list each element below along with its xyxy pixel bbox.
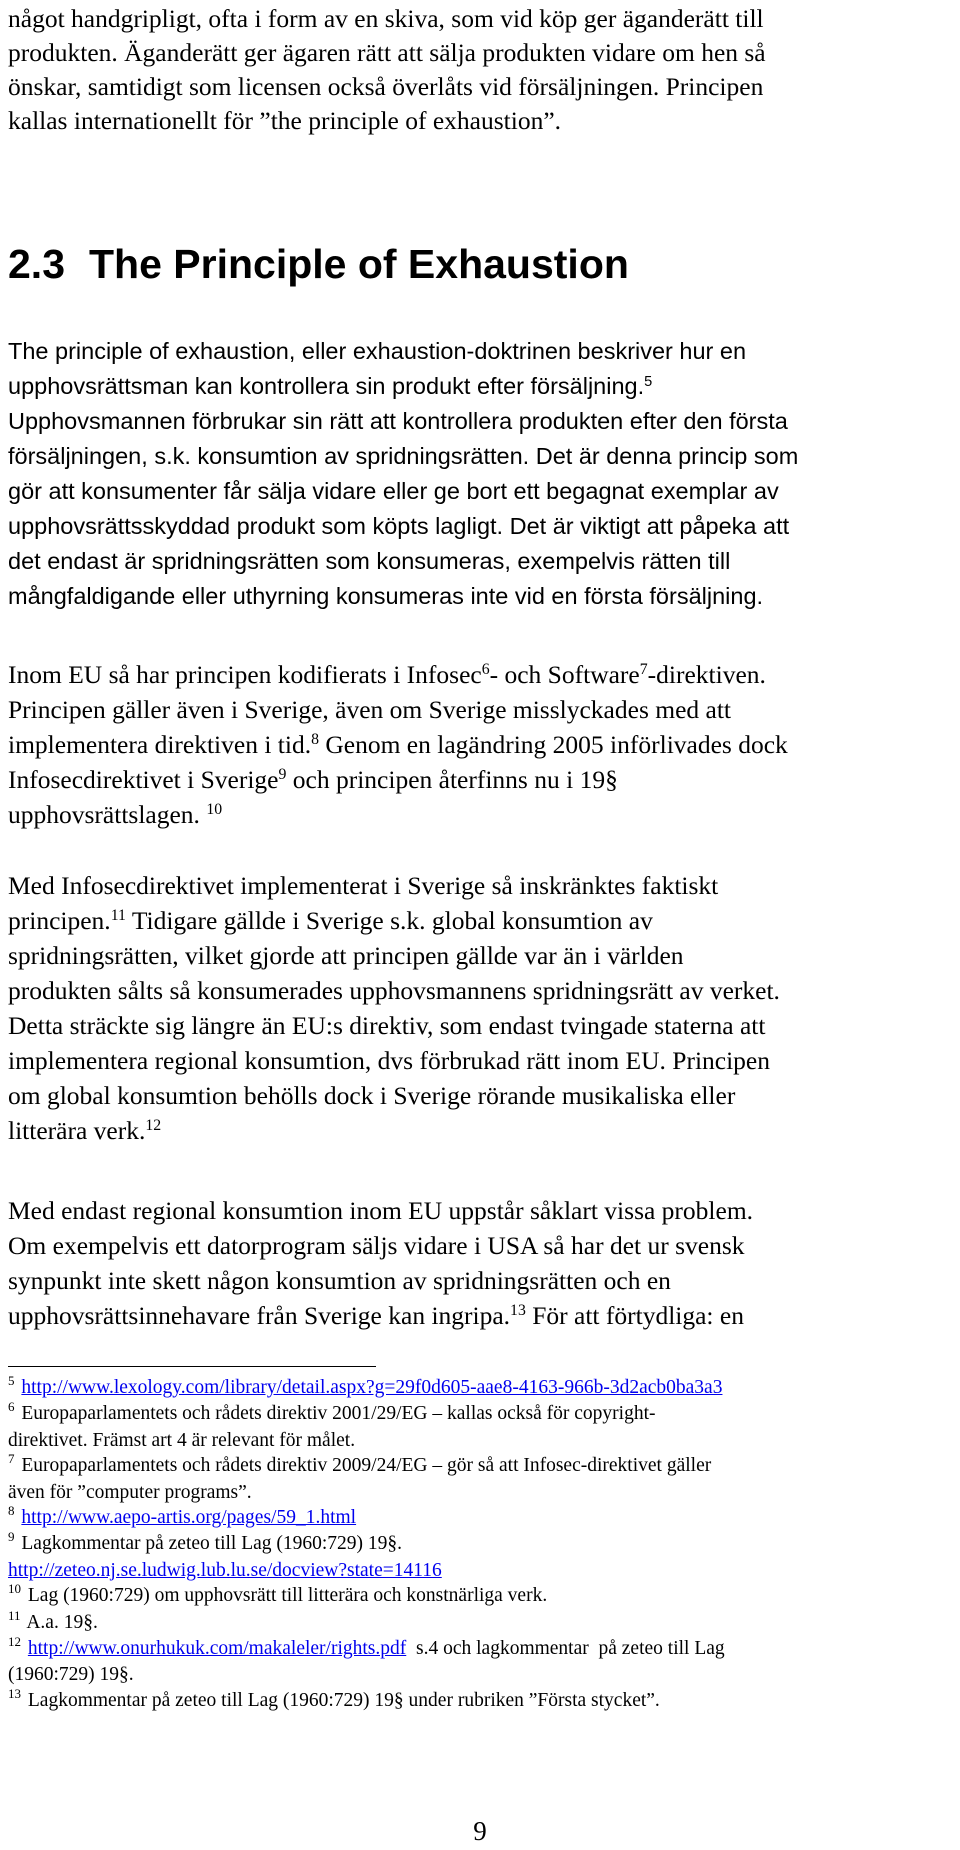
footnote-7-continued: även för ”computer programs”. [8, 1481, 252, 1503]
paragraph-infosec-implementation [8, 868, 953, 1148]
footnote-link[interactable]: http://zeteo.nj.se.ludwig.lub.lu.se/docview?state=14116 [8, 1559, 442, 1581]
footnote-5 [8, 1375, 958, 1401]
footnote-link[interactable]: http://www.onurhukuk.com/makaleler/rights.pdf [27, 1638, 407, 1660]
paragraph-eu-codification [8, 657, 953, 832]
line-text: gör att konsumenter får sälja vidare eller ge bort ett begagnat exemplar av [8, 478, 779, 504]
footnote-text: A.a. 19§. [26, 1611, 98, 1633]
footnotes [8, 1375, 958, 1714]
text-line [8, 474, 953, 509]
footnote-11 [8, 1607, 958, 1636]
paragraph-exhaustion-definition [8, 334, 953, 614]
text-line: spridningsrätten, vilket gjorde att principen gällde var än i världen [8, 941, 684, 970]
line-text: mångfaldigande eller uthyrning konsumeras inte vid en första försäljning. [8, 583, 764, 609]
footnote-mark: 10 [8, 1581, 21, 1597]
line-text: försäljningen, s.k. konsumtion av spridningsrätten. Det är denna princip som [8, 443, 799, 469]
footnote-ref[interactable]: 8 [311, 731, 319, 749]
page-number: 9 [473, 1816, 487, 1846]
footnote-7 [8, 1453, 958, 1479]
text-line [8, 1113, 953, 1148]
text-line [8, 657, 953, 692]
footnote-9-continued [8, 1558, 958, 1583]
line-text: Tidigare gällde i Sverige s.k. global konsumtion av [125, 906, 653, 935]
text-line [8, 762, 953, 797]
footnote-12 [8, 1636, 958, 1662]
footnote-10 [8, 1583, 958, 1609]
footnote-mark: 12 [8, 1634, 21, 1650]
text-line: produkten. Äganderätt ger ägaren rätt att sälja produkten vidare om hen så [8, 38, 766, 67]
line-text: implementera direktiven i tid. [8, 730, 312, 759]
footnote-text: Europaparlamentets och rådets direktiv 2001/29/EG – kallas också för copyright- [21, 1403, 656, 1425]
footnote-ref[interactable]: 9 [278, 766, 287, 784]
footnote-6 [8, 1401, 958, 1427]
text-line [8, 797, 953, 832]
text-line [8, 544, 953, 579]
paragraph-regional-exhaustion [8, 1193, 953, 1333]
footnote-ref[interactable]: 13 [510, 1302, 526, 1320]
section-number: 2.3 [8, 241, 65, 287]
section-heading [8, 238, 629, 290]
text-line: önskar, samtidigt som licensen också överlåts vid försäljningen. Principen [8, 72, 764, 101]
line-text: - och Software [489, 660, 640, 689]
line-text: upphovsrättsinnehavare från Sverige kan ingripa. [8, 1301, 511, 1330]
footnote-mark: 5 [8, 1373, 15, 1388]
text-line: produkten sålts så konsumerades upphovsmannens spridningsrätt av verket. [8, 976, 780, 1005]
line-text: upphovsrättsskyddad produkt som köpts lagligt. Det är viktigt att påpeka att [8, 513, 790, 539]
text-line: Om exempelvis ett datorprogram säljs vidare i USA så har det ur svensk [8, 1231, 745, 1260]
footnote-link[interactable]: http://www.lexology.com/library/detail.aspx?g=29f0d605-aae8-4163-966b-3d2acb0ba3a3 [21, 1377, 723, 1398]
text-line: kallas internationellt för ”the principle of exhaustion”. [8, 106, 562, 135]
footnote-text: Lag (1960:729) om upphovsrätt till litterära och konstnärliga verk. [27, 1585, 548, 1607]
text-line [8, 334, 953, 369]
text-line: Detta sträckte sig längre än EU:s direktiv, som endast tvingade staterna att [8, 1011, 766, 1040]
footnote-8 [8, 1505, 958, 1531]
text-line: Med endast regional konsumtion inom EU uppstår såklart vissa problem. [8, 1196, 754, 1225]
footnote-12-continued: (1960:729) 19§. [8, 1664, 134, 1686]
line-text: principen. [8, 906, 111, 935]
footnote-text: Lagkommentar på zeteo till Lag (1960:729) 19§ under rubriken ”Första stycket”. [27, 1689, 660, 1711]
text-line [8, 903, 953, 938]
text-line: Med Infosecdirektivet implementerat i Sverige så inskränktes faktiskt [8, 871, 719, 900]
text-line: synpunkt inte skett någon konsumtion av spridningsrätten och en [8, 1266, 671, 1295]
footnote-6-continued: direktivet. Främst art 4 är relevant för målet. [8, 1429, 356, 1451]
footnote-mark: 11 [8, 1607, 21, 1623]
text-line: något handgripligt, ofta i form av en skiva, som vid köp ger äganderätt till [8, 4, 764, 33]
line-text: -direktiven. [647, 660, 766, 689]
text-line [8, 509, 953, 544]
text-line: Principen gäller även i Sverige, även om Sverige misslyckades med att [8, 695, 732, 724]
section-title: The Principle of Exhaustion [89, 241, 629, 287]
footnote-text: Europaparlamentets och rådets direktiv 2009/24/EG – gör så att Infosec-direktivet gäller [21, 1455, 712, 1477]
text-line [8, 579, 953, 614]
line-text: det endast är spridningsrätten som konsumeras, exempelvis rätten till [8, 548, 731, 574]
footnote-mark: 6 [8, 1399, 15, 1415]
footnote-text: s.4 och lagkommentar på zeteo till Lag [406, 1638, 725, 1660]
line-text: litterära verk. [8, 1116, 146, 1145]
text-line [8, 369, 953, 404]
footnote-separator [8, 1366, 376, 1367]
line-text: Genom en lagändring 2005 införlivades dock [318, 730, 788, 759]
text-line [8, 1298, 953, 1333]
line-text: och principen återfinns nu i 19§ [286, 765, 618, 794]
text-line [8, 439, 953, 474]
footnote-ref[interactable]: 10 [206, 801, 223, 819]
footnote-mark: 9 [8, 1529, 15, 1545]
footnote-ref[interactable]: 7 [639, 661, 648, 679]
footnote-mark: 13 [8, 1685, 21, 1701]
text-line [8, 727, 953, 762]
footnote-ref[interactable]: 5 [644, 374, 653, 390]
footnote-mark: 7 [8, 1451, 15, 1467]
footnote-9 [8, 1531, 958, 1557]
text-line: implementera regional konsumtion, dvs förbrukad rätt inom EU. Principen [8, 1046, 770, 1075]
footnote-text: Lagkommentar på zeteo till Lag (1960:729) 19§. [21, 1533, 403, 1555]
line-text: Infosecdirektivet i Sverige [8, 765, 279, 794]
text-line [8, 404, 953, 439]
line-text: The principle of exhaustion, eller exhaustion-doktrinen beskriver hur en [8, 338, 747, 364]
text-line: om global konsumtion behölls dock i Sverige rörande musikaliska eller [8, 1081, 736, 1110]
line-text: Upphovsmannen förbrukar sin rätt att kontrollera produkten efter den första [8, 408, 788, 434]
footnote-mark: 8 [8, 1503, 15, 1519]
footnote-ref[interactable]: 12 [145, 1117, 162, 1135]
footnote-ref[interactable]: 6 [481, 661, 490, 679]
footnote-ref[interactable]: 11 [110, 907, 126, 925]
intro-paragraph [8, 2, 953, 138]
line-text: Inom EU så har principen kodifierats i Infosec [8, 660, 482, 689]
line-text: För att förtydliga: en [525, 1301, 744, 1330]
line-text: upphovsrättslagen. [8, 800, 207, 829]
footnote-link[interactable]: http://www.aepo-artis.org/pages/59_1.html [21, 1507, 357, 1529]
footnote-13 [8, 1685, 958, 1714]
line-text: upphovsrättsman kan kontrollera sin produkt efter försäljning. [8, 373, 645, 399]
